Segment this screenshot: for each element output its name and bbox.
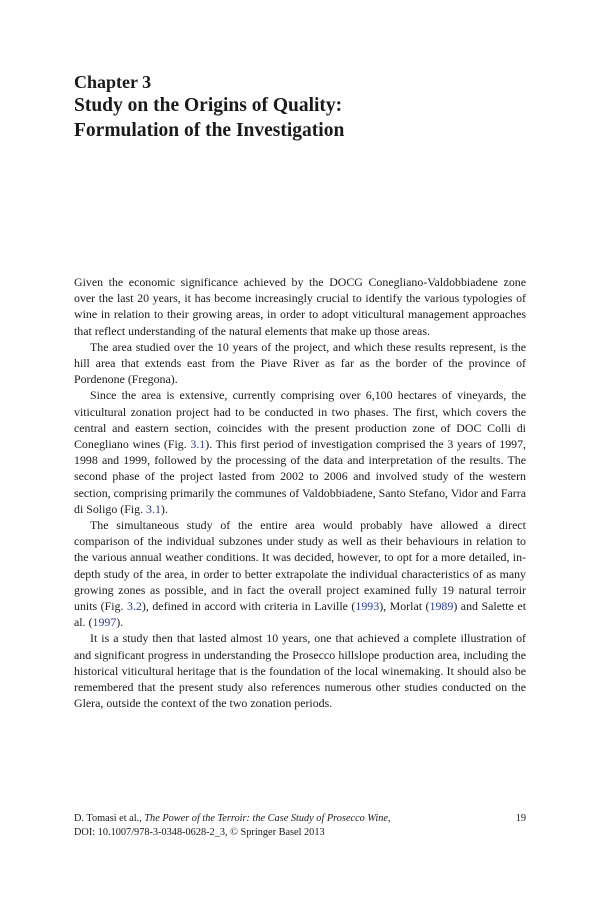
- paragraph-4-text-c: ), Morlat (: [379, 599, 430, 614]
- paragraph-2: The area studied over the 10 years of the project, and which these results represent, is the hill area that extends east from the Piave River as far as the border of the province of Pordenone (Fregona).: [74, 339, 526, 387]
- chapter-title-line-1: Study on the Origins of Quality:: [74, 95, 343, 116]
- footer-doi: DOI: 10.1007/978-3-0348-0628-2_3, © Springer Basel 2013: [74, 827, 325, 838]
- figure-reference-link[interactable]: 3.2: [127, 599, 142, 614]
- paragraph-4-text-a: The simultaneous study of the entire area would probably have allowed a direct comparison of the individual subzones under study as well as their behaviours in relation to the various annual weather conditions. It was decided, however, to opt for a more detailed, in-depth study of the area, in order to better extrapolate the individual characteristics of as many growing zones as possible, and in fact the overall project examined fully 19 natural terroir units (Fig.: [74, 518, 526, 614]
- paragraph-3: [74, 387, 526, 517]
- paragraph-4-text-e: ).: [116, 615, 124, 630]
- chapter-title-line-2: Formulation of the Investigation: [74, 120, 345, 141]
- chapter-heading: [74, 71, 534, 143]
- footer-comma: ,: [387, 813, 391, 824]
- citation-link[interactable]: 1993: [355, 599, 380, 614]
- paragraph-1: Given the economic significance achieved by the DOCG Conegliano-Valdobbiadene zone over the last 20 years, it has become increasingly crucial to identify the various typologies of wine in relation to their growing areas, in order to adopt viticultural management approaches that reflect understanding of the natural elements that make up those areas.: [74, 275, 526, 338]
- figure-reference-link[interactable]: 3.1: [146, 501, 161, 516]
- paragraph-3-text-c: ).: [160, 501, 168, 516]
- citation-link[interactable]: 1989: [429, 599, 454, 614]
- figure-reference-link[interactable]: 3.1: [190, 437, 206, 452]
- citation-link[interactable]: 1997: [92, 615, 117, 630]
- paragraph-4: [74, 517, 526, 630]
- body-text: [74, 274, 526, 711]
- footer-authors: D. Tomasi et al.,: [74, 813, 145, 824]
- paragraph-5: It is a study then that lasted almost 10 years, one that achieved a complete illustration of and significant progress in understanding the Prosecco hillslope production area, including the historical viticultural heritage that is the foundation of the local winemaking. It should also be remembered that the present study also references numerous other studies conducted on the Glera, outside the context of the two zonation periods.: [74, 631, 526, 711]
- paragraph-3-text-b: ). This first period of investigation comprised the 3 years of 1997, 1998 and 1999, followed by the processing of the data and interpretation of the results. The second phase of the project lasted from 2002 to 2006 and involved study of the western section, comprising primarily the communes of Valdobbiadene, Santo Stefano, Vidor and Farra di Soligo (Fig.: [74, 437, 527, 516]
- paragraph-4-text-b: ), defined in accord with criteria in Laville (: [141, 599, 356, 614]
- footer-book-title: The Power of the Terroir: the Case Study of Prosecco Wine: [144, 813, 388, 824]
- page-number: 19: [515, 813, 526, 824]
- paragraph-3-text-a: Since the area is extensive, currently comprising over 6,100 hectares of vineyards, the viticultural zonation project had to be conducted in two phases. The first, which covers the central and eastern section, coincides with the present production zone of DOC Colli di Conegliano wines (Fig.: [74, 388, 526, 452]
- page-footer: [74, 812, 526, 840]
- footer-citation: [74, 812, 526, 826]
- paragraph-4-text-d: ) and Salette et al. (: [74, 599, 526, 630]
- chapter-label: Chapter 3: [74, 72, 152, 92]
